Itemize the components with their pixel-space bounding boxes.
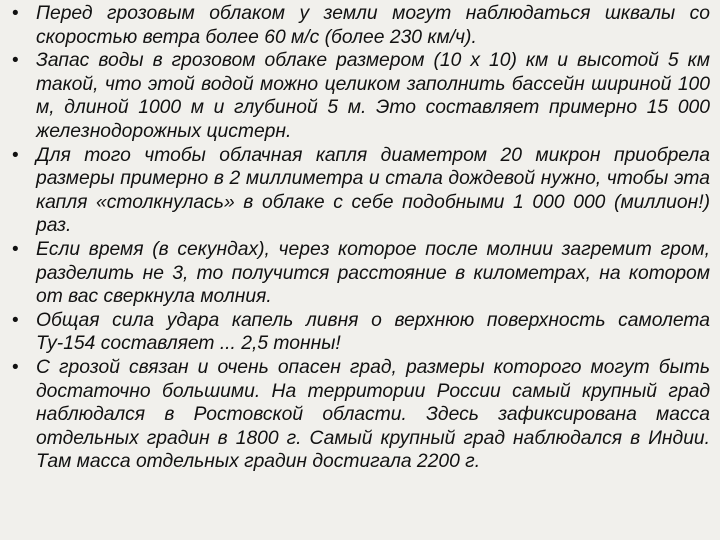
bullet-icon: • (12, 238, 19, 260)
list-item-hail (12, 356, 710, 474)
bullet-icon: • (12, 50, 19, 72)
list-item-droplet (12, 144, 710, 238)
list-item-text: Для того чтобы облачная капля диаметром 20 микрон приобрела размеры примерно в 2 миллиметра и стала дождевой нужно, чтобы эта капля «столкнулась» в облаке с себе подобными 1 000 000 (миллион!) раз. (36, 144, 710, 237)
list-item-text: Если время (в секундах), через которое после молнии загремит гром, разделить не 3, то получится расстояние в километрах, на котором от вас сверкнула молния. (36, 238, 710, 308)
list-item-text: С грозой связан и очень опасен град, размеры которого могут быть достаточно большими. На территории России самый крупный град наблюдался в Ростовской области. Здесь зафиксирована масса отдельных градин в 1800 г. Самый крупный град наблюдался в Индии. Там масса отдельных градин достигала 2200 г. (36, 356, 710, 473)
facts-list (12, 2, 710, 474)
list-item-text: Перед грозовым облаком у земли могут наблюдаться шквалы со скоростью ветра более 60 м/с (более 230 км/ч). (36, 3, 710, 48)
list-item-text: Запас воды в грозовом облаке размером (10 х 10) км и высотой 5 км такой, что этой водой можно целиком заполнить бассейн шириной 100 м, длиной 1000 м и глубиной 5 м. Это составляет примерно 15 000 железнодорожных цистерн. (36, 50, 710, 142)
list-item-thunder-distance (12, 238, 710, 309)
list-item-rain-force (12, 309, 710, 356)
list-item-squalls (12, 2, 710, 49)
list-item-text: Общая сила удара капель ливня о верхнюю поверхность самолета Ту-154 составляет ... 2,5 тонны! (36, 309, 710, 355)
bullet-icon: • (12, 309, 19, 331)
list-item-water-volume (12, 49, 710, 143)
bullet-icon: • (12, 3, 19, 24)
bullet-icon: • (12, 356, 19, 378)
bullet-icon: • (12, 144, 19, 166)
